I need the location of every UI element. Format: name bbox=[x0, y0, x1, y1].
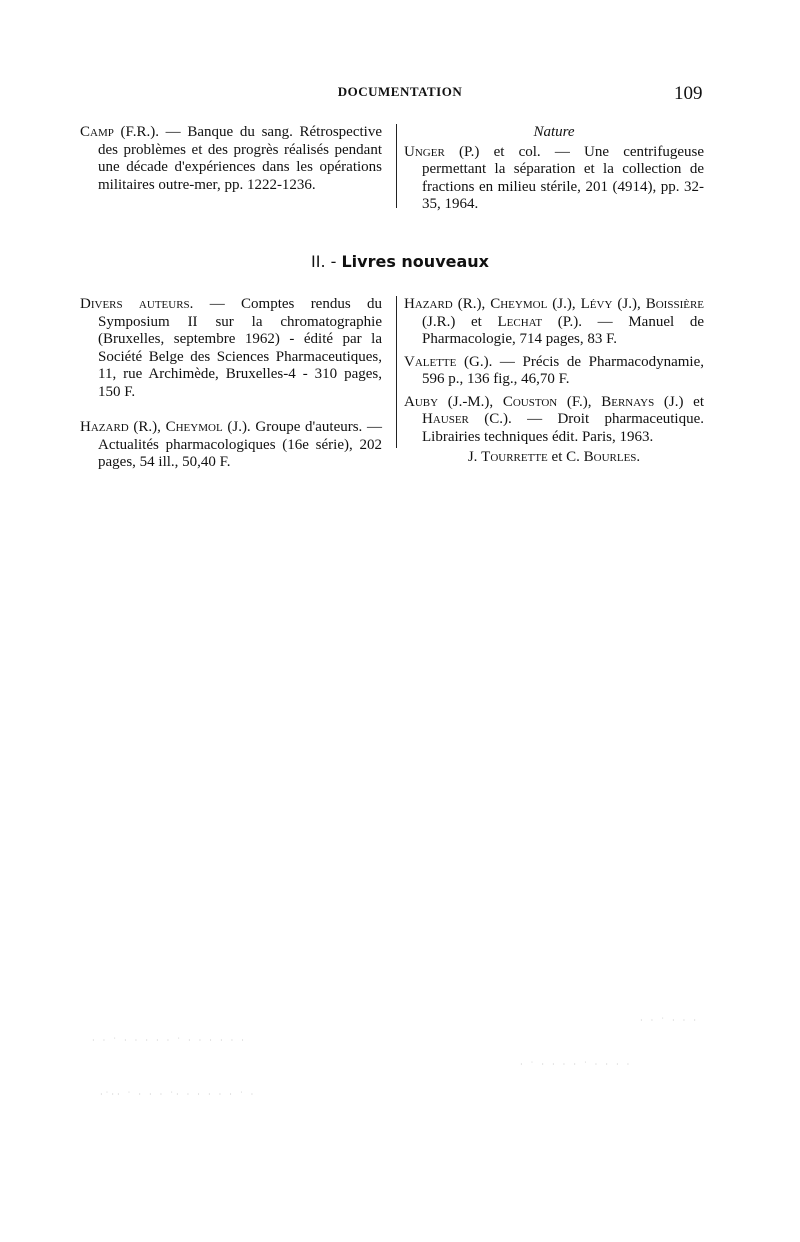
book-entry: Hazard (R.), Cheymol (J.), Lévy (J.), Boissière (J.R.) et Lechat (P.). — Manuel de Pharmacologie, 714 pages, 83 F. bbox=[404, 296, 705, 347]
author-name: Cheymol bbox=[165, 419, 223, 435]
author-name: Hazard bbox=[80, 419, 129, 435]
column-divider bbox=[396, 124, 397, 208]
author-name: Couston bbox=[502, 393, 558, 410]
section-title: II. - Livres nouveaux bbox=[311, 252, 489, 271]
author-name: Hauser bbox=[422, 411, 469, 427]
signature: J. Tourrette et C. Bourles. bbox=[467, 449, 641, 465]
author-name: Boissière bbox=[645, 296, 705, 312]
left-book-list bbox=[80, 296, 382, 472]
author-name: Bernays bbox=[601, 393, 655, 410]
author-name: Lévy bbox=[580, 296, 613, 312]
author-name: Hazard bbox=[404, 296, 453, 312]
running-title: DOCUMENTATION bbox=[337, 84, 463, 99]
author-name: Divers auteurs. bbox=[80, 296, 194, 312]
book-entry: Divers auteurs. — Comptes rendus du Symposium II sur la chromatographie (Bruxelles, septembre 1962) - édité par la Société Belge des Sciences Pharmaceutiques, 11, rue Archimède, Bruxelles-4 - 310 pages, 150 F. bbox=[80, 296, 382, 400]
page-number: 109 bbox=[674, 83, 703, 104]
book-entry: Auby (J.-M.), Couston (F.), Bernays (J.) et Hauser (C.). — Droit pharmaceutique. Librairies techniques édit. Paris, 1963. bbox=[404, 393, 704, 445]
author-name: Lechat bbox=[497, 313, 543, 330]
nature-entry bbox=[404, 124, 704, 214]
journal-name: Nature bbox=[533, 124, 575, 140]
scan-speckle: · · ˙ · · · · · ˙ · · · · · · bbox=[92, 1036, 247, 1045]
camp-entry bbox=[80, 124, 382, 194]
scan-speckle: ·˙·· ˙ · · · ˙· · · · · · ˙ · bbox=[100, 1090, 257, 1099]
unger-paragraph: Unger (P.) et col. — Une centrifugeuse permettant la séparation et la collection de fractions en milieu stérile, 201 (4914), pp. 32-35, 1964. bbox=[404, 143, 704, 212]
column-divider bbox=[396, 296, 397, 448]
camp-paragraph: Camp (F.R.). — Banque du sang. Rétrospective des problèmes et des progrès réalisés pendant une décade d'expériences dans les opérations militaires outre-mer, pp. 1222-1236. bbox=[80, 124, 382, 193]
right-book-list bbox=[404, 296, 704, 467]
scan-speckle: · ˙ · · · · ˙ · · · · bbox=[520, 1060, 633, 1069]
author-name: Camp bbox=[80, 124, 114, 140]
book-entry: Hazard (R.), Cheymol (J.). Groupe d'auteurs. — Actualités pharmacologiques (16e série), 202 pages, 54 ill., 50,40 F. bbox=[80, 419, 382, 470]
author-name: Valette bbox=[404, 353, 457, 370]
scan-speckle: · · ˙ · · · bbox=[640, 1016, 699, 1025]
author-name: Unger bbox=[404, 143, 445, 160]
book-entry: Valette (G.). — Précis de Pharmacodynamie, 596 p., 136 fig., 46,70 F. bbox=[404, 353, 704, 387]
author-name: Auby bbox=[404, 393, 439, 410]
author-name: Cheymol bbox=[490, 296, 548, 312]
